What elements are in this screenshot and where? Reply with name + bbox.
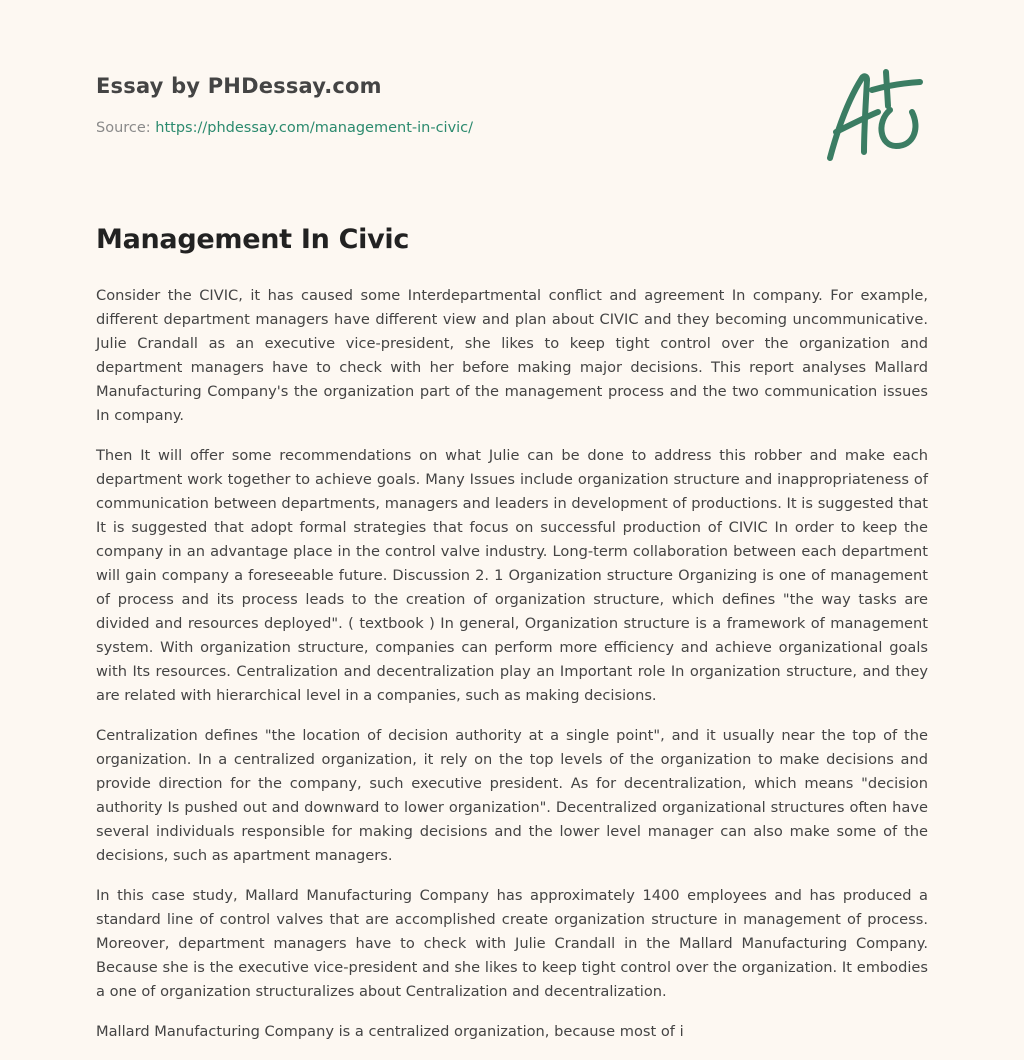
site-title: Essay by PHDessay.com <box>96 74 382 98</box>
essay-paragraph: Then It will offer some recommendations on what Julie can be done to address this robber and make each department work together to achieve goals. Many Issues include organization structure and inappropriateness of communication between departments, managers and leaders in development of productions. It is suggested that It is suggested that adopt formal strategies that focus on successful production of CIVIC In order to keep the company in an advantage place in the control valve industry. Long-term collaboration between each department will gain company a foreseeable future. Discussion 2. 1 Organization structure Organizing is one of management of process and its process leads to the creation of organization structure, which defines "the way tasks are divided and resources deployed". ( textbook ) In general, Organization structure is a framework of management system. With organization structure, companies can perform more efficiency and achieve organizational goals with Its resources. Centralization and decentralization play an Important role In organization structure, and they are related with hierarchical level in a companies, such as making decisions. <box>96 447 928 704</box>
source-line <box>96 120 696 136</box>
essay-paragraph: Centralization defines "the location of decision authority at a single point", and it usually near the top of the organization. In a centralized organization, it rely on the top levels of the organization to make decisions and provide direction for the company, such executive president. As for decentralization, which means "decision authority Is pushed out and downward to lower organization". Decentralized organizational structures often have several individuals responsible for making decisions and the lower level manager can also make some of the decisions, such as apartment managers. <box>96 727 928 864</box>
essay-body <box>96 284 928 1060</box>
essay-title: Management In Civic <box>96 224 410 255</box>
page-header <box>96 74 696 136</box>
smile-circle <box>881 110 915 146</box>
essay-paragraph: Mallard Manufacturing Company is a centralized organization, because most of i <box>96 1023 684 1040</box>
essay-paragraph: Consider the CIVIC, it has caused some Interdepartmental conflict and agreement In company. For example, different department managers have different view and plan about CIVIC and they becoming uncommunicative. Julie Crandall as an executive vice-president, she likes to keep tight control over the organization and department managers have to check with her before making major decisions. This report analyses Mallard Manufacturing Company's the organization part of the management process and the two communication issues In company. <box>96 287 928 424</box>
source-label: Source: <box>96 120 156 136</box>
a-plus-grade-icon <box>820 66 930 166</box>
plus-horizontal <box>872 82 920 90</box>
source-link[interactable]: https://phdessay.com/management-in-civic/ <box>155 120 474 136</box>
essay-paragraph: In this case study, Mallard Manufacturing Company has approximately 1400 employees and has produced a standard line of control valves that are accomplished create organization structure in management of process. Moreover, department managers have to check with Julie Crandall in the Mallard Manufacturing Company. Because she is the executive vice-president and she likes to keep tight control over the organization. It embodies a one of organization structuralizes about Centralization and decentralization. <box>96 887 928 1000</box>
